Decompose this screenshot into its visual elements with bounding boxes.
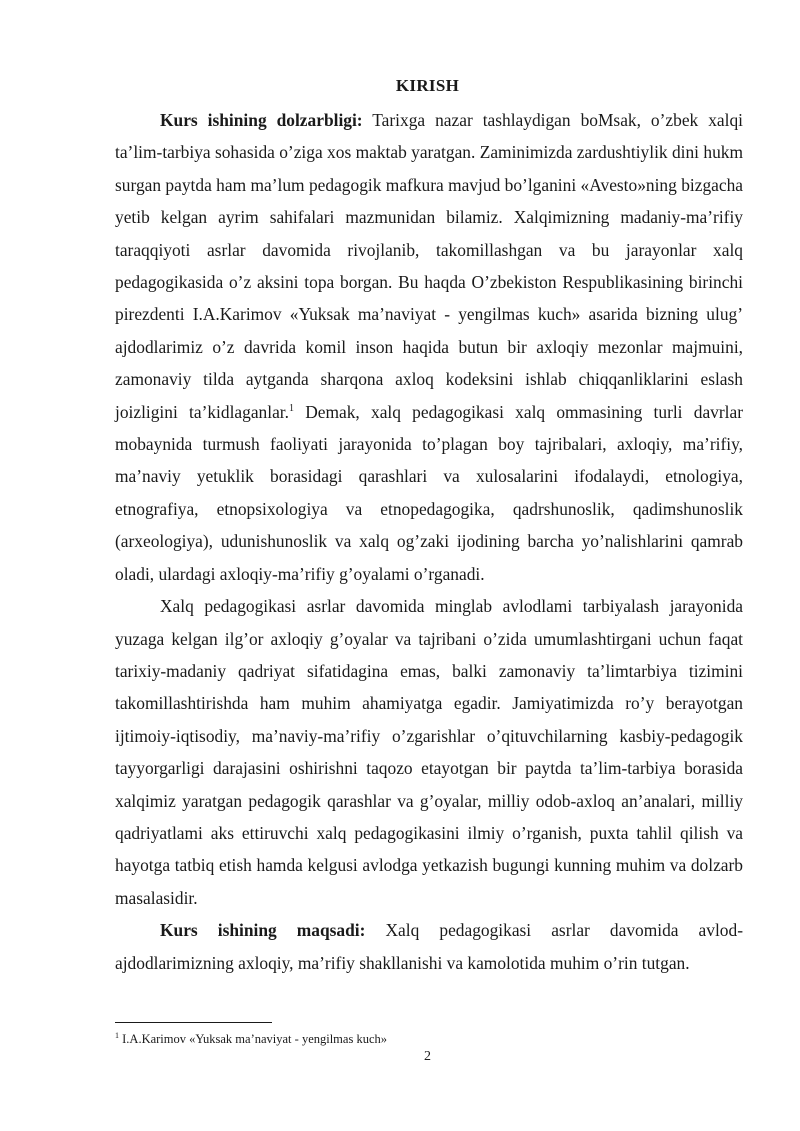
paragraph-goal <box>115 914 743 979</box>
footnote <box>115 1028 387 1047</box>
page-title: KIRISH <box>395 76 460 95</box>
footnote-divider <box>115 1022 272 1023</box>
paragraph-relevance <box>115 104 743 590</box>
paragraph-text: Tarixga nazar tashlaydigan boMsak, o’zbek xalqi ta’lim-tarbiya sohasida o’ziga xos maktab yaratgan. Zaminimizda zardushtiylik dini hukm surgan paytda ham ma’lum pedagogik mafkura mavjud bo’lganini «Avesto»ning bizgacha yetib kelgan ayrim sahifalari mazmunidan bilamiz. Xalqimizning madaniy-ma’rifiy taraqqiyoti asrlar davomida rivojlanib, takomillashgan va bu jarayonlar xalq pedagogikasida o’z aksini topa borgan. Bu haqda O’zbekiston Respublikasining birinchi pirezdenti I.A.Karimov «Yuksak ma’naviyat - yengilmas kuch» asarida bizning ulug’ ajdodlarimiz o’z davrida komil inson haqida butun bir axloqiy mezonlar majmuini, zamonaviy tilda aytganda sharqona axloq kodeksini ishlab chiqqanliklarini eslash joizligini ta’kidlaganlar. <box>115 110 743 422</box>
footnote-number: 1 <box>115 1031 119 1040</box>
footnote-reference[interactable]: 1 <box>288 402 294 414</box>
footnote-text: I.A.Karimov «Yuksak ma’naviyat - yengilmas kuch» <box>119 1032 387 1047</box>
paragraph-text: Xalq pedagogikasi asrlar davomida minglab avlodlami tarbiyalash jarayonida yuzaga kelgan ilg’or axloqiy g’oyalar va tajribani o’zida umumlashtirgani uchun faqat tarixiy-madaniy qadriyat sifatidagina emas, balki zamonaviy ta’limtarbiya tizimini takomillashtirishda ham muhim ahamiyatga egadir. Jamiyatimizda ro’y berayotgan ijtimoiy-iqtisodiy, ma’naviy-ma’rifiy o’zgarishlar o’qituvchilarning kasbiy-pedagogik tayyorgarligi darajasini oshirishni taqozo etayotgan bir paytda ta’lim-tarbiya borasida xalqimiz yaratgan pedagogik qarashlar va g’oyalar, milliy odob-axloq an’analari, milliy qadriyatlami aks ettiruvchi xalq pedagogikasini ilmiy o’rganish, puxta tahlil qilish va hayotga tatbiq etish hamda kelgusi avlodga yetkazish bugungi kunning muhim va dolzarb masalasidir. <box>115 596 743 908</box>
paragraph-text-continued: Demak, xalq pedagogikasi xalq ommasining turli davrlar mobaynida turmush faoliyati jarayonida to’plagan boy tajribalari, axloqiy, ma’rifiy, ma’naviy yetuklik borasidagi qarashlari va xulosalarini ifodalaydi, etnologiya, etnografiya, etnopsixologiya va etnopedagogika, qadrshunoslik, qadimshunoslik (arxeologiya), udunishunoslik va xalq og’zaki ijodining barcha yo’nalishlarini qamrab oladi, ulardagi axloqiy-ma’rifiy g’oyalami o’rganadi. <box>115 401 743 584</box>
page-number: 2 <box>424 1049 431 1064</box>
paragraph-text: Xalq pedagogikasi asrlar davomida avlod-ajdodlarimizning axloqiy, ma’rifiy shakllanishi va kamolotida muhim o’rin tutgan. <box>115 920 743 973</box>
paragraph-lead: Kurs ishining maqsadi: <box>160 920 366 941</box>
body-text <box>115 104 743 979</box>
paragraph-lead: Kurs ishining dolzarbligi: <box>160 110 363 130</box>
paragraph-folk-pedagogy <box>115 590 743 914</box>
